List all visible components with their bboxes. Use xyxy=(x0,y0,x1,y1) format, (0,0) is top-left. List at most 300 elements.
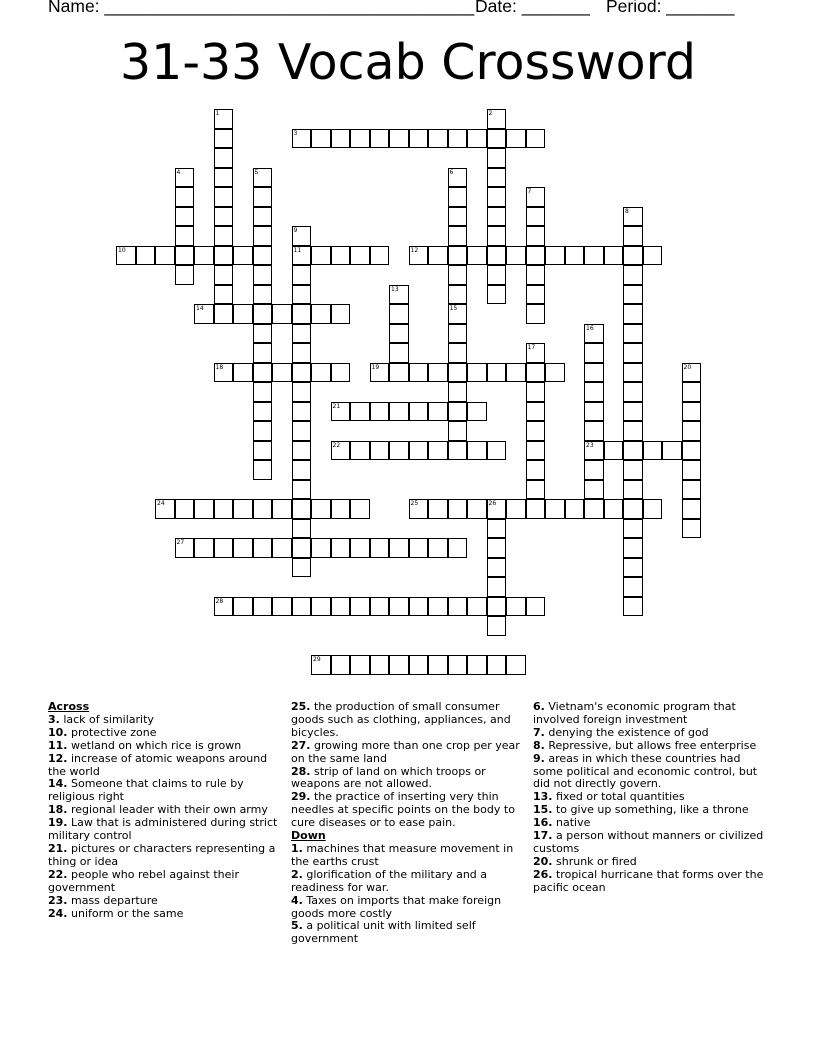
grid-cell[interactable] xyxy=(253,168,273,188)
grid-cell[interactable] xyxy=(331,499,351,519)
down-clue xyxy=(291,869,527,895)
grid-cell[interactable] xyxy=(370,402,390,422)
grid-cell[interactable] xyxy=(448,304,468,324)
grid-cell[interactable] xyxy=(389,304,409,324)
grid-cell[interactable] xyxy=(487,109,507,129)
clue-number: 12 xyxy=(410,246,419,254)
grid-cell[interactable] xyxy=(584,382,604,402)
grid-cell[interactable] xyxy=(526,441,546,461)
grid-cell[interactable] xyxy=(487,577,507,597)
grid-cell[interactable] xyxy=(682,460,702,480)
grid-cell[interactable] xyxy=(272,304,292,324)
grid-cell[interactable] xyxy=(194,538,214,558)
grid-cell[interactable] xyxy=(682,363,702,383)
grid-cell[interactable] xyxy=(526,499,546,519)
grid-cell[interactable] xyxy=(448,265,468,285)
grid-cell[interactable] xyxy=(292,421,312,441)
grid-cell[interactable] xyxy=(526,343,546,363)
grid-cell[interactable] xyxy=(233,538,253,558)
grid-cell[interactable] xyxy=(487,187,507,207)
grid-cell[interactable] xyxy=(428,402,448,422)
grid-cell[interactable] xyxy=(467,363,487,383)
grid-cell[interactable] xyxy=(506,655,526,675)
clue-number: 20 xyxy=(683,363,692,371)
grid-cell[interactable] xyxy=(448,597,468,617)
grid-cell[interactable] xyxy=(272,499,292,519)
grid-cell[interactable] xyxy=(623,402,643,422)
period-field[interactable]: Period: _______ xyxy=(606,0,735,16)
grid-cell[interactable] xyxy=(467,402,487,422)
grid-cell[interactable] xyxy=(409,441,429,461)
grid-cell[interactable] xyxy=(662,441,682,461)
grid-cell[interactable] xyxy=(428,499,448,519)
grid-cell[interactable] xyxy=(331,402,351,422)
grid-cell[interactable] xyxy=(292,304,312,324)
grid-cell[interactable] xyxy=(214,168,234,188)
grid-cell[interactable] xyxy=(604,246,624,266)
grid-cell[interactable] xyxy=(487,129,507,149)
grid-cell[interactable] xyxy=(487,148,507,168)
grid-cell[interactable] xyxy=(253,246,273,266)
grid-cell[interactable] xyxy=(623,421,643,441)
grid-cell[interactable] xyxy=(623,363,643,383)
grid-cell[interactable] xyxy=(253,265,273,285)
clue-number-label: 22. xyxy=(48,867,68,881)
grid-cell[interactable] xyxy=(253,187,273,207)
grid-cell[interactable] xyxy=(428,363,448,383)
grid-cell[interactable] xyxy=(448,168,468,188)
clue-number-label: 8. xyxy=(533,738,545,752)
grid-cell[interactable] xyxy=(292,382,312,402)
grid-cell[interactable] xyxy=(409,129,429,149)
grid-cell[interactable] xyxy=(292,558,312,578)
grid-cell[interactable] xyxy=(448,402,468,422)
grid-cell[interactable] xyxy=(331,246,351,266)
grid-cell[interactable] xyxy=(623,265,643,285)
grid-cell[interactable] xyxy=(526,421,546,441)
grid-cell[interactable] xyxy=(214,363,234,383)
grid-cell[interactable] xyxy=(584,324,604,344)
grid-cell[interactable] xyxy=(292,460,312,480)
grid-cell[interactable] xyxy=(623,207,643,227)
grid-cell[interactable] xyxy=(350,246,370,266)
grid-cell[interactable] xyxy=(370,538,390,558)
grid-cell[interactable] xyxy=(155,246,175,266)
grid-cell[interactable] xyxy=(292,363,312,383)
grid-cell[interactable] xyxy=(292,265,312,285)
clue-text: denying the existence of god xyxy=(544,725,709,739)
grid-cell[interactable] xyxy=(175,226,195,246)
down-clue xyxy=(533,830,769,856)
grid-cell[interactable] xyxy=(253,363,273,383)
grid-cell[interactable] xyxy=(214,207,234,227)
grid-cell[interactable] xyxy=(175,187,195,207)
grid-cell[interactable] xyxy=(584,441,604,461)
clue-number-label: 26. xyxy=(533,867,553,881)
clue-number: 6 xyxy=(449,168,454,176)
grid-cell[interactable] xyxy=(311,246,331,266)
grid-cell[interactable] xyxy=(623,597,643,617)
grid-cell[interactable] xyxy=(526,363,546,383)
grid-cell[interactable] xyxy=(136,246,156,266)
grid-cell[interactable] xyxy=(526,480,546,500)
grid-cell[interactable] xyxy=(214,538,234,558)
grid-cell[interactable] xyxy=(311,499,331,519)
grid-cell[interactable] xyxy=(253,226,273,246)
grid-cell[interactable] xyxy=(448,538,468,558)
across-clue xyxy=(48,778,284,804)
grid-cell[interactable] xyxy=(623,558,643,578)
grid-cell[interactable] xyxy=(623,519,643,539)
grid-cell[interactable] xyxy=(350,129,370,149)
grid-cell[interactable] xyxy=(292,324,312,344)
grid-cell[interactable] xyxy=(194,304,214,324)
grid-cell[interactable] xyxy=(292,480,312,500)
grid-cell[interactable] xyxy=(409,538,429,558)
grid-cell[interactable] xyxy=(175,265,195,285)
clue-number: 19 xyxy=(371,363,380,371)
grid-cell[interactable] xyxy=(526,265,546,285)
clue-number-label: 6. xyxy=(533,700,545,713)
grid-cell[interactable] xyxy=(623,538,643,558)
grid-cell[interactable] xyxy=(487,285,507,305)
grid-cell[interactable] xyxy=(214,129,234,149)
grid-cell[interactable] xyxy=(292,597,312,617)
grid-cell[interactable] xyxy=(467,129,487,149)
grid-cell[interactable] xyxy=(214,246,234,266)
grid-cell[interactable] xyxy=(584,363,604,383)
grid-cell[interactable] xyxy=(584,499,604,519)
grid-cell[interactable] xyxy=(311,363,331,383)
grid-cell[interactable] xyxy=(175,499,195,519)
grid-cell[interactable] xyxy=(584,246,604,266)
grid-cell[interactable] xyxy=(448,441,468,461)
clue-number-label: 5. xyxy=(291,919,303,933)
grid-cell[interactable] xyxy=(389,655,409,675)
grid-cell[interactable] xyxy=(253,460,273,480)
date-field[interactable]: Date: _______ xyxy=(475,0,590,16)
grid-cell[interactable] xyxy=(643,246,663,266)
grid-cell[interactable] xyxy=(584,402,604,422)
grid-cell[interactable] xyxy=(506,499,526,519)
grid-cell[interactable] xyxy=(682,382,702,402)
grid-cell[interactable] xyxy=(233,304,253,324)
grid-cell[interactable] xyxy=(214,265,234,285)
grid-cell[interactable] xyxy=(623,246,643,266)
grid-cell[interactable] xyxy=(623,226,643,246)
grid-cell[interactable] xyxy=(467,499,487,519)
grid-cell[interactable] xyxy=(623,343,643,363)
grid-cell[interactable] xyxy=(194,499,214,519)
grid-cell[interactable] xyxy=(389,402,409,422)
grid-cell[interactable] xyxy=(428,441,448,461)
grid-cell[interactable] xyxy=(409,597,429,617)
grid-cell[interactable] xyxy=(623,480,643,500)
grid-cell[interactable] xyxy=(175,207,195,227)
grid-cell[interactable] xyxy=(584,343,604,363)
grid-cell[interactable] xyxy=(623,324,643,344)
grid-cell[interactable] xyxy=(292,538,312,558)
grid-cell[interactable] xyxy=(487,246,507,266)
grid-cell[interactable] xyxy=(623,460,643,480)
grid-cell[interactable] xyxy=(487,499,507,519)
grid-cell[interactable] xyxy=(233,597,253,617)
grid-cell[interactable] xyxy=(623,382,643,402)
clue-number: 29 xyxy=(313,656,321,663)
grid-cell[interactable] xyxy=(506,129,526,149)
grid-cell[interactable] xyxy=(545,499,565,519)
grid-cell[interactable] xyxy=(487,655,507,675)
grid-cell[interactable] xyxy=(448,499,468,519)
grid-cell[interactable] xyxy=(643,499,663,519)
grid-cell[interactable] xyxy=(214,499,234,519)
grid-cell[interactable] xyxy=(214,226,234,246)
grid-cell[interactable] xyxy=(565,499,585,519)
grid-cell[interactable] xyxy=(350,441,370,461)
grid-cell[interactable] xyxy=(448,655,468,675)
grid-cell[interactable] xyxy=(331,538,351,558)
grid-cell[interactable] xyxy=(292,285,312,305)
clue-text: regional leader with their own army xyxy=(67,803,268,817)
grid-cell[interactable] xyxy=(428,246,448,266)
grid-cell[interactable] xyxy=(643,441,663,461)
grid-cell[interactable] xyxy=(526,460,546,480)
grid-cell[interactable] xyxy=(253,324,273,344)
grid-cell[interactable] xyxy=(292,343,312,363)
grid-cell[interactable] xyxy=(487,265,507,285)
grid-cell[interactable] xyxy=(331,597,351,617)
grid-cell[interactable] xyxy=(272,597,292,617)
grid-cell[interactable] xyxy=(175,168,195,188)
grid-cell[interactable] xyxy=(253,285,273,305)
grid-cell[interactable] xyxy=(253,402,273,422)
grid-cell[interactable] xyxy=(370,363,390,383)
grid-cell[interactable] xyxy=(253,597,273,617)
grid-cell[interactable] xyxy=(389,324,409,344)
name-field[interactable]: Name: ______________________________________ xyxy=(48,0,475,16)
clue-number-label: 27. xyxy=(291,738,311,752)
grid-cell[interactable] xyxy=(448,246,468,266)
grid-cell[interactable] xyxy=(409,499,429,519)
grid-cell[interactable] xyxy=(487,597,507,617)
grid-cell[interactable] xyxy=(448,343,468,363)
grid-cell[interactable] xyxy=(175,538,195,558)
grid-cell[interactable] xyxy=(194,246,214,266)
grid-cell[interactable] xyxy=(389,343,409,363)
grid-cell[interactable] xyxy=(545,363,565,383)
grid-cell[interactable] xyxy=(253,499,273,519)
grid-cell[interactable] xyxy=(487,519,507,539)
grid-cell[interactable] xyxy=(370,246,390,266)
grid-cell[interactable] xyxy=(389,597,409,617)
grid-cell[interactable] xyxy=(409,655,429,675)
clue-number-label: 3. xyxy=(48,712,60,726)
grid-cell[interactable] xyxy=(214,187,234,207)
grid-cell[interactable] xyxy=(292,129,312,149)
grid-cell[interactable] xyxy=(526,129,546,149)
grid-cell[interactable] xyxy=(311,538,331,558)
grid-cell[interactable] xyxy=(389,129,409,149)
grid-cell[interactable] xyxy=(389,363,409,383)
grid-cell[interactable] xyxy=(292,402,312,422)
grid-cell[interactable] xyxy=(526,402,546,422)
grid-cell[interactable] xyxy=(331,655,351,675)
grid-cell[interactable] xyxy=(623,441,643,461)
grid-cell[interactable] xyxy=(487,558,507,578)
grid-cell[interactable] xyxy=(253,538,273,558)
grid-cell[interactable] xyxy=(487,168,507,188)
grid-cell[interactable] xyxy=(506,246,526,266)
grid-cell[interactable] xyxy=(448,382,468,402)
grid-cell[interactable] xyxy=(331,363,351,383)
grid-cell[interactable] xyxy=(448,226,468,246)
grid-cell[interactable] xyxy=(272,538,292,558)
grid-cell[interactable] xyxy=(428,655,448,675)
grid-cell[interactable] xyxy=(448,421,468,441)
clue-number: 11 xyxy=(293,246,302,254)
grid-cell[interactable] xyxy=(292,226,312,246)
grid-cell[interactable] xyxy=(331,441,351,461)
grid-cell[interactable] xyxy=(331,304,351,324)
grid-cell[interactable] xyxy=(448,187,468,207)
grid-cell[interactable] xyxy=(487,207,507,227)
grid-cell[interactable] xyxy=(175,246,195,266)
grid-cell[interactable] xyxy=(214,597,234,617)
grid-cell[interactable] xyxy=(526,246,546,266)
grid-cell[interactable] xyxy=(350,597,370,617)
grid-cell[interactable] xyxy=(214,285,234,305)
grid-cell[interactable] xyxy=(370,441,390,461)
clue-text: fixed or total quantities xyxy=(552,790,685,804)
across-clue xyxy=(48,817,284,843)
grid-cell[interactable] xyxy=(409,402,429,422)
grid-cell[interactable] xyxy=(311,597,331,617)
grid-cell[interactable] xyxy=(487,538,507,558)
grid-cell[interactable] xyxy=(448,363,468,383)
grid-cell[interactable] xyxy=(526,304,546,324)
grid-cell[interactable] xyxy=(428,597,448,617)
grid-cell[interactable] xyxy=(526,187,546,207)
clue-column-3 xyxy=(533,701,769,895)
grid-cell[interactable] xyxy=(448,207,468,227)
clue-text: Vietnam's economic program that involved foreign investment xyxy=(533,700,736,726)
grid-cell[interactable] xyxy=(448,285,468,305)
grid-cell[interactable] xyxy=(467,655,487,675)
grid-cell[interactable] xyxy=(623,285,643,305)
grid-cell[interactable] xyxy=(350,402,370,422)
grid-cell[interactable] xyxy=(370,597,390,617)
grid-cell[interactable] xyxy=(253,382,273,402)
grid-cell[interactable] xyxy=(331,129,351,149)
grid-cell[interactable] xyxy=(682,519,702,539)
grid-cell[interactable] xyxy=(506,363,526,383)
grid-cell[interactable] xyxy=(214,109,234,129)
grid-cell[interactable] xyxy=(409,246,429,266)
grid-cell[interactable] xyxy=(682,441,702,461)
grid-cell[interactable] xyxy=(682,421,702,441)
grid-cell[interactable] xyxy=(350,538,370,558)
grid-cell[interactable] xyxy=(682,402,702,422)
grid-cell[interactable] xyxy=(253,441,273,461)
grid-cell[interactable] xyxy=(370,655,390,675)
clue-text: Someone that claims to rule by religious right xyxy=(48,777,244,804)
grid-cell[interactable] xyxy=(116,246,136,266)
grid-cell[interactable] xyxy=(682,480,702,500)
grid-cell[interactable] xyxy=(526,285,546,305)
grid-cell[interactable] xyxy=(623,577,643,597)
grid-cell[interactable] xyxy=(292,246,312,266)
grid-cell[interactable] xyxy=(389,285,409,305)
grid-cell[interactable] xyxy=(370,129,390,149)
grid-cell[interactable] xyxy=(448,129,468,149)
grid-cell[interactable] xyxy=(311,304,331,324)
grid-cell[interactable] xyxy=(623,304,643,324)
grid-cell[interactable] xyxy=(565,246,585,266)
clue-number: 8 xyxy=(625,207,629,215)
clue-number-label: 13. xyxy=(533,790,553,804)
grid-cell[interactable] xyxy=(526,207,546,227)
grid-cell[interactable] xyxy=(292,499,312,519)
grid-cell[interactable] xyxy=(487,363,507,383)
grid-cell[interactable] xyxy=(214,148,234,168)
grid-cell[interactable] xyxy=(467,597,487,617)
grid-cell[interactable] xyxy=(467,246,487,266)
grid-cell[interactable] xyxy=(545,246,565,266)
grid-cell[interactable] xyxy=(448,324,468,344)
grid-cell[interactable] xyxy=(584,460,604,480)
grid-cell[interactable] xyxy=(584,421,604,441)
grid-cell[interactable] xyxy=(311,129,331,149)
grid-cell[interactable] xyxy=(292,519,312,539)
grid-cell[interactable] xyxy=(623,499,643,519)
grid-cell[interactable] xyxy=(526,597,546,617)
grid-cell[interactable] xyxy=(682,499,702,519)
grid-cell[interactable] xyxy=(233,363,253,383)
grid-cell[interactable] xyxy=(292,441,312,461)
grid-cell[interactable] xyxy=(253,421,273,441)
grid-cell[interactable] xyxy=(506,597,526,617)
grid-cell[interactable] xyxy=(389,538,409,558)
grid-cell[interactable] xyxy=(253,304,273,324)
grid-cell[interactable] xyxy=(350,499,370,519)
grid-cell[interactable] xyxy=(350,655,370,675)
grid-cell[interactable] xyxy=(487,441,507,461)
grid-cell[interactable] xyxy=(487,616,507,636)
grid-cell[interactable] xyxy=(526,382,546,402)
grid-cell[interactable] xyxy=(233,499,253,519)
grid-cell[interactable] xyxy=(604,499,624,519)
grid-cell[interactable] xyxy=(428,129,448,149)
grid-cell[interactable] xyxy=(311,655,331,675)
grid-cell[interactable] xyxy=(584,480,604,500)
grid-cell[interactable] xyxy=(214,304,234,324)
grid-cell[interactable] xyxy=(526,226,546,246)
grid-cell[interactable] xyxy=(233,246,253,266)
across-clue xyxy=(291,766,527,792)
grid-cell[interactable] xyxy=(604,441,624,461)
grid-cell[interactable] xyxy=(253,207,273,227)
across-clue xyxy=(291,740,527,766)
grid-cell[interactable] xyxy=(389,441,409,461)
grid-cell[interactable] xyxy=(487,226,507,246)
grid-cell[interactable] xyxy=(155,499,175,519)
grid-cell[interactable] xyxy=(253,343,273,363)
clue-number-label: 7. xyxy=(533,725,545,739)
grid-cell[interactable] xyxy=(409,363,429,383)
grid-cell[interactable] xyxy=(467,441,487,461)
grid-cell[interactable] xyxy=(428,538,448,558)
grid-cell[interactable] xyxy=(272,363,292,383)
